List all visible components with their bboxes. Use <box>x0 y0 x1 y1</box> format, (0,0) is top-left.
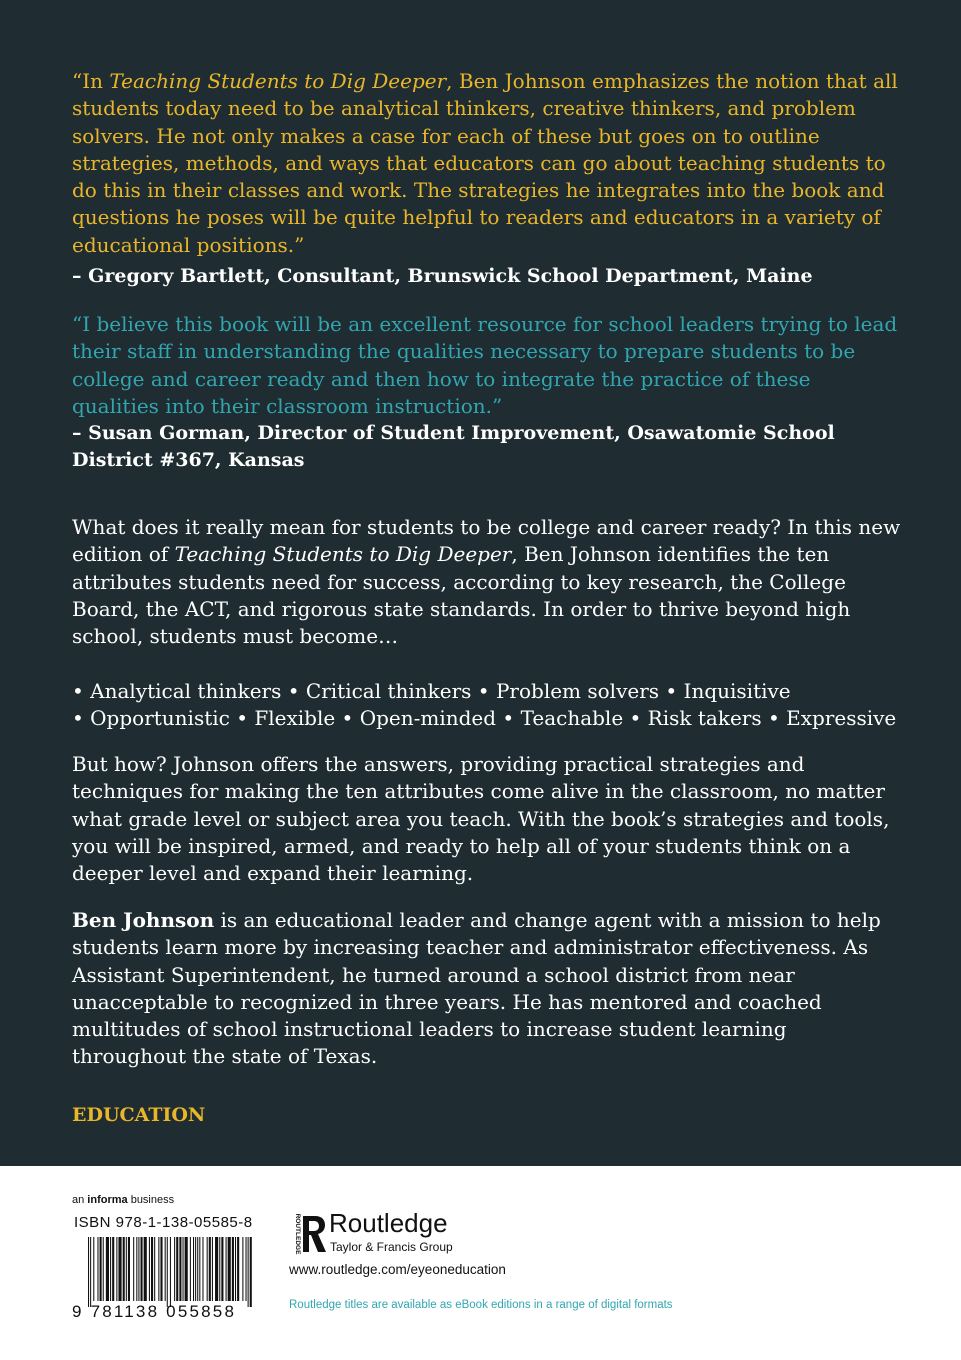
barcode-bar <box>126 1237 127 1301</box>
barcode-bar <box>237 1237 239 1301</box>
barcode-bar <box>185 1237 188 1301</box>
barcode-bar <box>199 1237 200 1301</box>
barcode-bar <box>190 1237 191 1301</box>
publisher-group: Taylor & Francis Group <box>330 1240 453 1254</box>
barcode-bar <box>248 1237 249 1307</box>
barcode-bar <box>246 1237 247 1301</box>
barcode-bar <box>118 1237 121 1301</box>
barcode-bar <box>209 1237 211 1301</box>
quote-text: , Ben Johnson emphasizes the notion that all students today need to be analytical thinkers, creative thinkers, and problem solvers. He not only makes a case for each of these but goes on to outline strategies, methods, and ways that educators can go about teaching students to do this in their classes and work. The strategies he integrates into the book and questions he poses will be quite helpful to readers and educators in a variety of educational positions.” <box>72 69 898 257</box>
review-attribution-1: – Gregory Bartlett, Consultant, Brunswick School Department, Maine <box>72 265 813 288</box>
quote-open: “In <box>72 69 110 93</box>
description-continued: , Ben Johnson identifies the ten attributes students need for success, according to key research, the College Board, the ACT, and rigorous state standards. In order to thrive beyond high school, students must become… <box>72 542 851 649</box>
barcode-bar <box>219 1237 220 1301</box>
barcode-bar <box>154 1237 155 1301</box>
barcode-bar <box>170 1237 171 1307</box>
barcode-bar <box>174 1237 175 1301</box>
review-quote-2 <box>72 311 902 475</box>
barcode-bar <box>176 1237 178 1301</box>
barcode-bar <box>100 1237 102 1301</box>
barcode-bar <box>212 1237 213 1301</box>
barcode-bar <box>195 1237 196 1301</box>
barcode-bar <box>242 1237 243 1301</box>
barcode-bar <box>160 1237 162 1301</box>
attributes-line-1: • Analytical thinkers • Critical thinkers • Problem solvers • Inquisitive <box>72 679 791 703</box>
barcode-bar <box>167 1237 168 1307</box>
routledge-logo <box>287 1210 327 1258</box>
barcode-bar <box>106 1237 109 1301</box>
barcode-bar <box>179 1237 181 1301</box>
barcode-bar <box>158 1237 159 1301</box>
barcode-bar <box>133 1237 134 1301</box>
barcode-bar <box>141 1237 143 1301</box>
description-paragraph-2: But how? Johnson offers the answers, providing practical strategies and techniques for making the ten attributes come alive in the classroom, no matter what grade level or subject area you teach. With the book’s strategies and tools, you will be inspired, armed, and ready to help all of your students think on a deeper level and expand their learning. <box>72 752 890 886</box>
barcode-bar <box>103 1237 104 1301</box>
subject-category: EDUCATION <box>72 1104 206 1126</box>
barcode-bar <box>235 1237 236 1301</box>
description-paragraph-1 <box>72 514 902 650</box>
barcode-bar <box>193 1237 194 1301</box>
description-intro: What does it really mean for students to be college and career ready? In this new edition of <box>72 515 901 567</box>
barcode-bar <box>207 1237 208 1301</box>
routledge-vertical-wordmark: ROUTLEDGE <box>294 1213 301 1255</box>
barcode-bar <box>197 1237 198 1301</box>
author-bio <box>72 907 902 1071</box>
barcode-bar <box>138 1237 139 1301</box>
barcode-bar <box>183 1237 184 1301</box>
barcode-bar <box>165 1237 166 1301</box>
barcode-bar <box>221 1237 223 1301</box>
barcode-bar <box>149 1237 150 1301</box>
barcode-bar <box>97 1237 98 1301</box>
review-attribution-2: – Susan Gorman, Director of Student Improvement, Osawatomie School District #367, Kansas <box>72 422 835 472</box>
barcode-bar <box>232 1237 234 1301</box>
barcode-bar <box>116 1237 117 1301</box>
barcode-bar <box>250 1237 252 1307</box>
quote-text: “I believe this book will be an excellent resource for school leaders trying to lead their staff in understanding the qualities necessary to prepare students to be college and career ready and then how to integrate the practice of these qualities into their classroom instruction.” <box>72 312 898 418</box>
barcode-bar <box>215 1237 218 1301</box>
isbn-barcode <box>88 1237 252 1307</box>
barcode-bar <box>136 1237 137 1301</box>
ebook-note: Routledge titles are available as eBook editions in a range of digital formats <box>289 1299 673 1311</box>
book-title-italic: Teaching Students to Dig Deeper <box>109 69 447 93</box>
attributes-list <box>72 678 902 733</box>
informa-brand: informa <box>87 1194 128 1206</box>
informa-business-label: an informa business <box>72 1194 175 1206</box>
barcode-bar <box>112 1237 114 1301</box>
attributes-line-2: • Opportunistic • Flexible • Open-minded • Teachable • Risk takers • Expressive <box>72 706 897 731</box>
publisher-url: www.routledge.com/eyeoneducation <box>289 1262 506 1277</box>
barcode-bar <box>128 1237 130 1301</box>
barcode-bar <box>151 1237 153 1301</box>
barcode-bar <box>228 1237 231 1301</box>
book-title-italic: Teaching Students to Dig Deeper <box>174 542 512 567</box>
barcode-bar <box>123 1237 125 1301</box>
barcode-bar <box>90 1237 91 1307</box>
barcode-bar <box>226 1237 227 1301</box>
barcode-bar <box>110 1237 111 1301</box>
barcode-bar <box>88 1237 89 1307</box>
review-quote-1 <box>72 68 902 290</box>
barcode-bar <box>93 1237 94 1301</box>
barcode-bar <box>144 1237 147 1301</box>
barcode-bar <box>202 1237 203 1301</box>
publisher-name: Routledge <box>329 1208 448 1238</box>
barcode-number: 9 781138 055858 <box>72 1302 237 1321</box>
isbn-text: ISBN 978-1-138-05585-8 <box>74 1214 253 1231</box>
author-name: Ben Johnson <box>72 908 215 932</box>
author-bio-text: is an educational leader and change agent with a mission to help students learn more by increasing teacher and administrator effectiveness. As Assistant Superintendent, he turned around a school district from near unacceptable to recognized in three years. He has mentored and coached multitudes of school instructional leaders to increase student learning throughout the state of Texas. <box>72 908 881 1069</box>
